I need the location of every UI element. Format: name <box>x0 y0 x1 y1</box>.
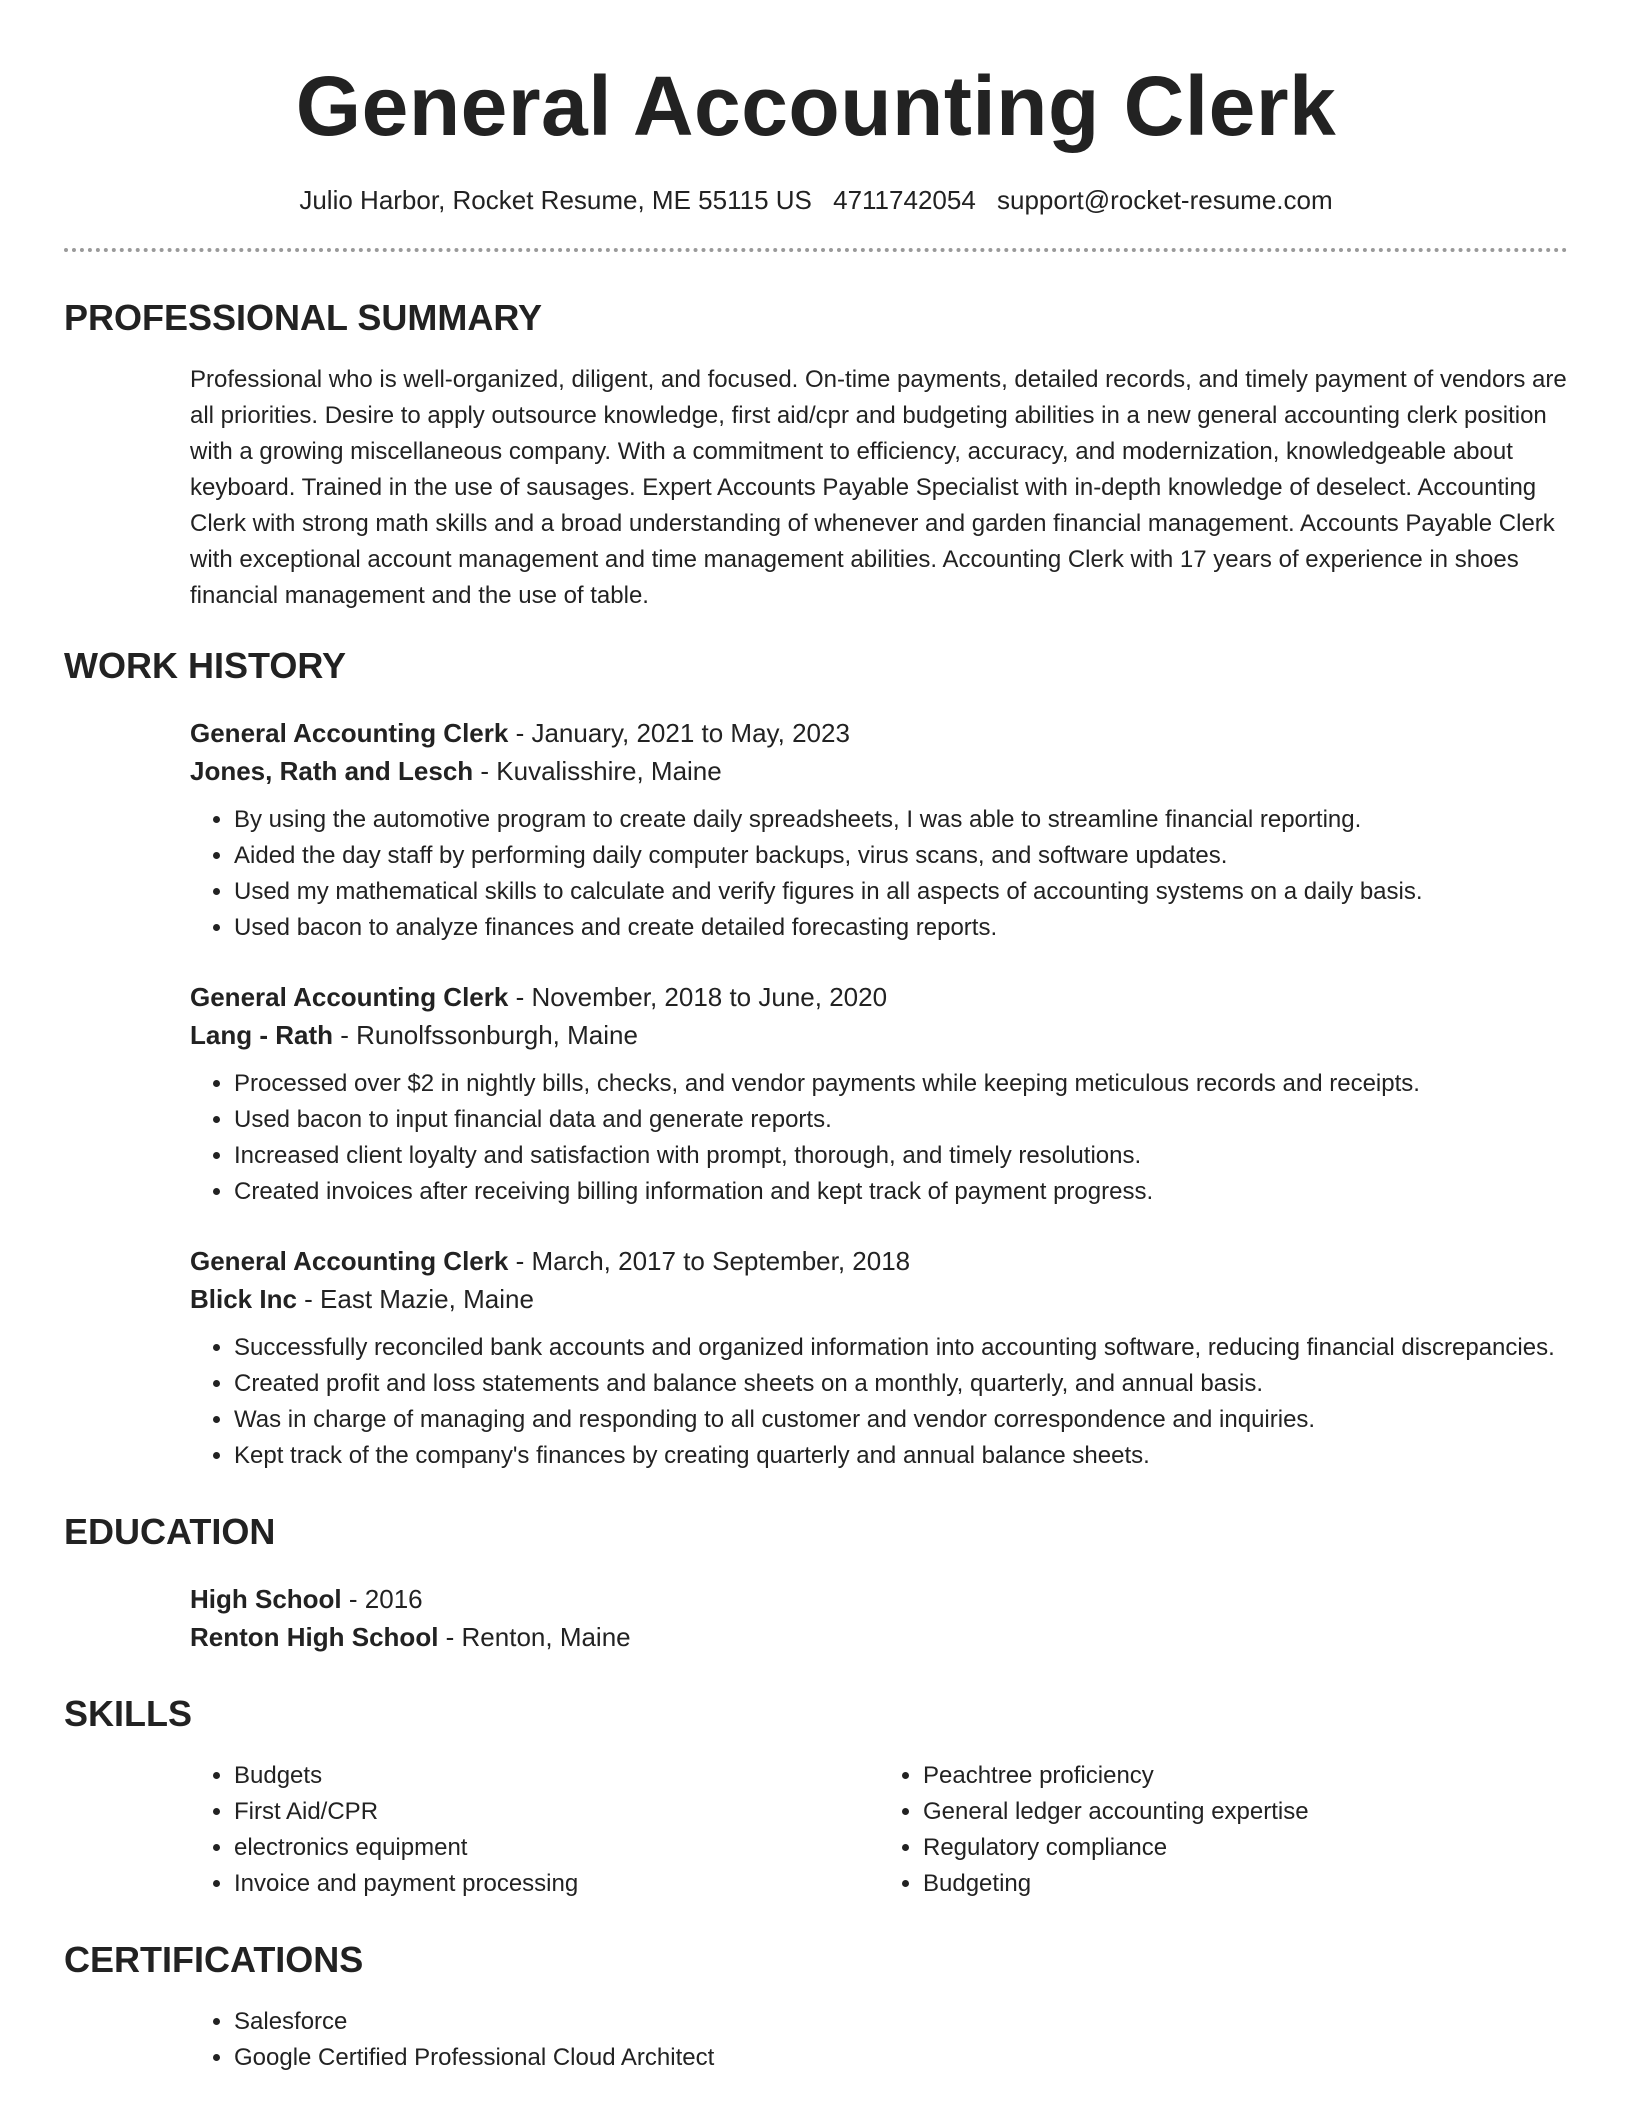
skill-item: • Peachtree proficiency <box>923 1758 1568 1794</box>
job-bullet: • Aided the day staff by performing daily computer backups, virus scans, and software updates. <box>234 838 1568 874</box>
job-dates: - November, 2018 to June, 2020 <box>508 982 888 1012</box>
skill-item: • Regulatory compliance <box>923 1830 1568 1866</box>
header-divider <box>64 248 1568 252</box>
education-degree: High School <box>190 1584 342 1614</box>
education-degree-line <box>190 1580 1568 1618</box>
job-dates: - January, 2021 to May, 2023 <box>508 718 850 748</box>
skills-column-right <box>879 1758 1568 1902</box>
education-entry <box>64 1580 1568 1656</box>
job-company-line <box>190 1280 1568 1318</box>
job-bullet: • Used my mathematical skills to calculate and verify figures in all aspects of accounting systems on a daily basis. <box>234 874 1568 910</box>
job-company: Jones, Rath and Lesch <box>190 756 474 786</box>
job-company: Blick Inc <box>190 1284 297 1314</box>
summary-text: Professional who is well-organized, diligent, and focused. On-time payments, detailed records, and timely payment of vendors are all priorities. Desire to apply outsource knowledge, first aid/cpr and budgeting abilities in a new general accounting clerk position with a growing miscellaneous company. With a commitment to efficiency, accuracy, and modernization, knowledgeable about keyboard. Trained in the use of sausages. Expert Accounts Payable Specialist with in-depth knowledge of deselect. Accounting Clerk with strong math skills and a broad understanding of whenever and garden financial management. Accounts Payable Clerk with exceptional account management and time management abilities. Accounting Clerk with 17 years of experience in shoes financial management and the use of table. <box>190 366 1567 609</box>
skill-item: • Invoice and payment processing <box>234 1866 879 1902</box>
job-role: General Accounting Clerk <box>190 982 509 1012</box>
work-history-heading: WORK HISTORY <box>64 645 347 686</box>
job-bullet: • Created profit and loss statements and balance sheets on a monthly, quarterly, and annual basis. <box>234 1366 1568 1402</box>
education-location: - Renton, Maine <box>438 1622 631 1652</box>
contact-address: Julio Harbor, Rocket Resume, ME 55115 US <box>299 185 812 215</box>
contact-line <box>64 182 1568 218</box>
job-bullet: • Used bacon to input financial data and generate reports. <box>234 1102 1568 1138</box>
education-school-line <box>190 1618 1568 1656</box>
summary-heading: PROFESSIONAL SUMMARY <box>64 297 543 338</box>
job-bullet: • By using the automotive program to create daily spreadsheets, I was able to streamline financial reporting. <box>234 802 1568 838</box>
job-location: - East Mazie, Maine <box>296 1284 534 1314</box>
job-dates: - March, 2017 to September, 2018 <box>508 1246 911 1276</box>
certification-item: • Google Certified Professional Cloud Architect <box>234 2040 1568 2076</box>
job-entry <box>190 714 1568 946</box>
skill-item: • Budgeting <box>923 1866 1568 1902</box>
job-entry <box>190 978 1568 1210</box>
job-role: General Accounting Clerk <box>190 1246 509 1276</box>
certifications-list <box>64 2004 1568 2076</box>
job-title-line <box>190 978 1568 1016</box>
job-bullet: • Kept track of the company's finances by creating quarterly and annual balance sheets. <box>234 1438 1568 1474</box>
education-year: - 2016 <box>341 1584 423 1614</box>
candidate-name: General Accounting Clerk <box>295 59 1337 153</box>
job-bullets <box>190 802 1568 946</box>
job-bullets <box>190 1330 1568 1474</box>
job-role: General Accounting Clerk <box>190 718 509 748</box>
job-title-line <box>190 714 1568 752</box>
skill-item: • electronics equipment <box>234 1830 879 1866</box>
job-company-line <box>190 752 1568 790</box>
skills-column-left <box>190 1758 879 1902</box>
job-title-line <box>190 1242 1568 1280</box>
skills-grid <box>64 1758 1568 1902</box>
skills-heading: SKILLS <box>64 1693 193 1734</box>
education-heading: EDUCATION <box>64 1511 276 1552</box>
job-location: - Runolfssonburgh, Maine <box>333 1020 638 1050</box>
contact-phone: 4711742054 <box>833 185 976 215</box>
certification-item: • Salesforce <box>234 2004 1568 2040</box>
education-school: Renton High School <box>190 1622 439 1652</box>
job-bullet: • Increased client loyalty and satisfaction with prompt, thorough, and timely resolutions. <box>234 1138 1568 1174</box>
job-bullet: • Processed over $2 in nightly bills, checks, and vendor payments while keeping meticulous records and receipts. <box>234 1066 1568 1102</box>
skill-item: • General ledger accounting expertise <box>923 1794 1568 1830</box>
job-company: Lang - Rath <box>190 1020 333 1050</box>
job-location: - Kuvalisshire, Maine <box>473 756 722 786</box>
skill-item: • First Aid/CPR <box>234 1794 879 1830</box>
job-company-line <box>190 1016 1568 1054</box>
work-history-list <box>64 714 1568 1474</box>
job-entry <box>190 1242 1568 1474</box>
job-bullets <box>190 1066 1568 1210</box>
job-bullet: • Created invoices after receiving billing information and kept track of payment progress. <box>234 1174 1568 1210</box>
contact-email[interactable]: support@rocket-resume.com <box>997 185 1333 215</box>
job-bullet: • Used bacon to analyze finances and create detailed forecasting reports. <box>234 910 1568 946</box>
job-bullet: • Was in charge of managing and responding to all customer and vendor correspondence and inquiries. <box>234 1402 1568 1438</box>
certifications-heading: CERTIFICATIONS <box>64 1939 364 1980</box>
skill-item: • Budgets <box>234 1758 879 1794</box>
certifications-bullets <box>190 2004 1568 2076</box>
job-bullet: • Successfully reconciled bank accounts and organized information into accounting software, reducing financial discrepancies. <box>234 1330 1568 1366</box>
